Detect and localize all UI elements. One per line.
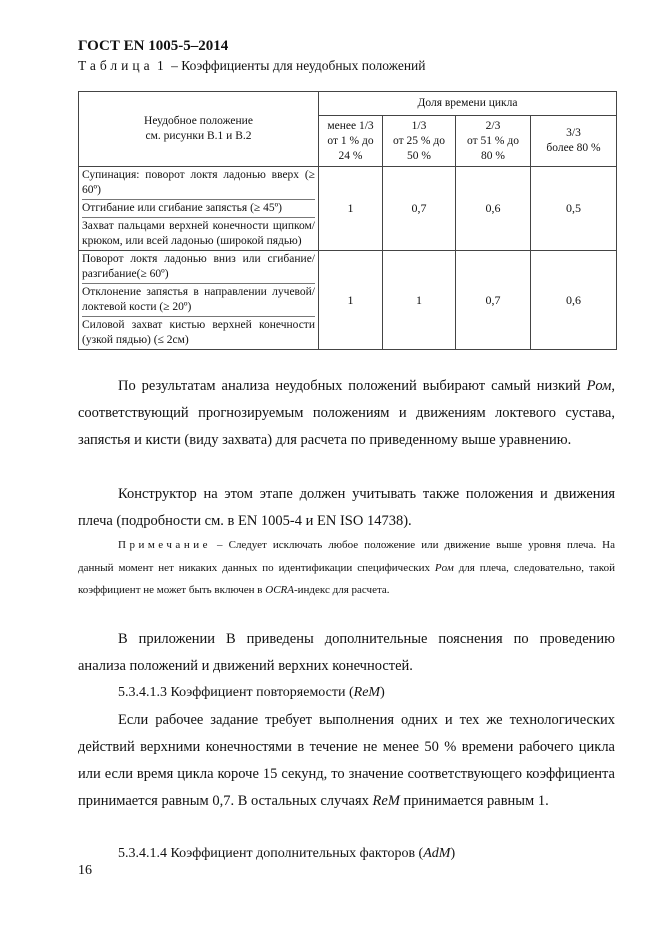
page-number: 16 bbox=[78, 863, 92, 878]
group-1-value-1: 1 bbox=[319, 167, 383, 251]
table-caption-word: Таблица bbox=[78, 58, 154, 73]
group-2-value-4: 0,6 bbox=[531, 251, 617, 350]
header-position: Неудобное положение см. рисунки В.1 и В.2 bbox=[79, 92, 319, 167]
position-item: Захват пальцами верхней конечности щипком/ крюком, или всей ладонью (широкой пядью) bbox=[82, 217, 315, 250]
position-item: Поворот локтя ладонью вниз или сгибание/разгибание(≥ 60º) bbox=[82, 253, 315, 280]
group-2-value-1: 1 bbox=[319, 251, 383, 350]
position-item: Отгибание или сгибание запястья (≥ 45º) bbox=[82, 199, 315, 217]
group-1-value-4: 0,5 bbox=[531, 167, 617, 251]
table-caption-title: – Коэффициенты для неудобных положений bbox=[171, 58, 426, 73]
header-time-share: Доля времени цикла bbox=[319, 92, 617, 116]
position-item: Силовой захват кистью верхней конечности (узкой пядью) (≤ 2см) bbox=[82, 316, 315, 349]
paragraph-appendix-b: В приложении В приведены дополнительные пояснения по проведению анализа положений и движений верхних конечностей. bbox=[78, 631, 615, 674]
group-1-positions bbox=[79, 167, 319, 251]
table-caption-number: 1 bbox=[157, 58, 168, 73]
table-caption bbox=[78, 58, 426, 74]
group-2-value-3: 0,7 bbox=[456, 251, 531, 350]
paragraph-shoulder: Конструктор на этом этапе должен учитывать также положения и движения плеча (подробности см. в EN 1005-4 и EN ISO 14738). bbox=[78, 486, 615, 529]
header-col-2: 1/3 от 25 % до 50 % bbox=[383, 116, 456, 167]
paragraph-lowest-pom: По результатам анализа неудобных положений выбирают самый низкий Pом, соответствующий прогнозируемым положениям и движениям локтевого сустава, запястья и кисти (виду захвата) для расчета по приведенному выше уравнению. bbox=[78, 378, 615, 448]
note: Примечание – Следует исключать любое положение или движение выше уровня плеча. На данный момент нет никаких данных по идентификации специфических Pом для плеча, следовательно, такой коэффициент не может быть включен в OCRA-индекс для расчета. bbox=[78, 539, 615, 596]
group-1-value-3: 0,6 bbox=[456, 167, 531, 251]
position-item: Отклонение запястья в направлении лучевой/локтевой кости (≥ 20º) bbox=[82, 283, 315, 316]
awkward-positions-table bbox=[78, 91, 617, 350]
header-col-1: менее 1/3 от 1 % до 24 % bbox=[319, 116, 383, 167]
standard-code: ГОСТ EN 1005-5–2014 bbox=[78, 38, 229, 54]
paragraph-repetition: Если рабочее задание требует выполнения одних и тех же технологических действий верхними конечностями в течение не менее 50 % времени рабочего цикла или если время цикла короче 15 секунд, то значение соответствующего коэффициента принимается равным 0,7. В остальных случаях ReM принимается равным 1. bbox=[78, 712, 615, 809]
section-5-3-4-1-4: 5.3.4.1.4 Коэффициент дополнительных факторов (AdM) bbox=[118, 846, 456, 861]
section-5-3-4-1-3: 5.3.4.1.3 Коэффициент повторяемости (ReM) bbox=[118, 685, 385, 700]
group-2-positions bbox=[79, 251, 319, 350]
header-col-3: 2/3 от 51 % до 80 % bbox=[456, 116, 531, 167]
header-col-4: 3/3 более 80 % bbox=[531, 116, 617, 167]
group-2-value-2: 1 bbox=[383, 251, 456, 350]
group-1-value-2: 0,7 bbox=[383, 167, 456, 251]
position-item: Супинация: поворот локтя ладонью вверх (≥ 60º) bbox=[82, 169, 315, 196]
